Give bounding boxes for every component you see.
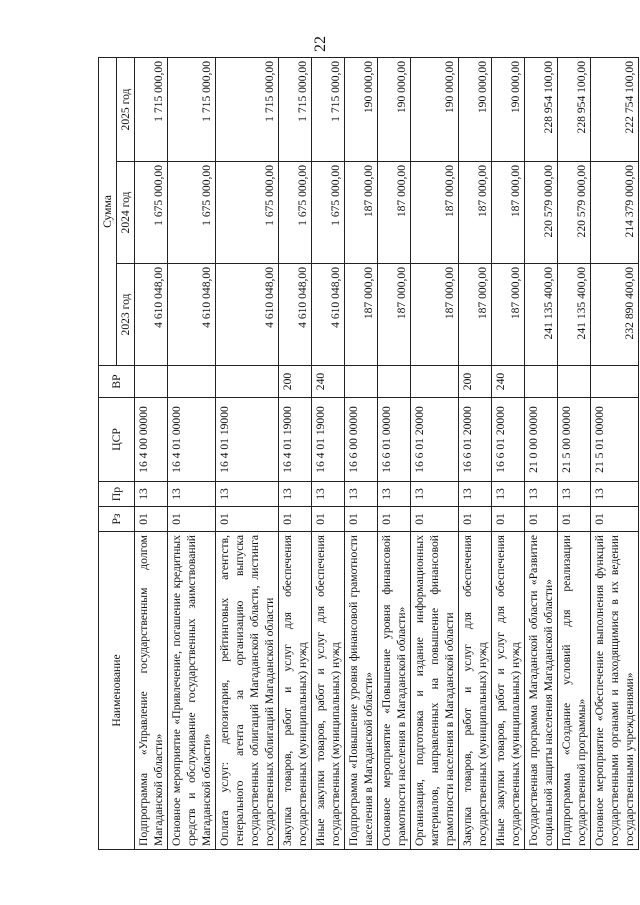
- cell-name: Подпрограмма «Повышение уровня финансовой грамотности населения в Магаданской области»: [345, 532, 378, 850]
- table-row: [378, 57, 411, 849]
- cell-2024: 187 000,00: [492, 162, 525, 264]
- cell-2023: 187 000,00: [378, 264, 411, 366]
- cell-csr: 16 4 01 19000: [216, 398, 279, 482]
- cell-2024: 1 675 000,00: [168, 162, 216, 264]
- cell-rz: 01: [345, 507, 378, 532]
- cell-vr: [378, 366, 411, 398]
- cell-vr: [558, 366, 591, 398]
- table-row: [558, 57, 591, 849]
- budget-table: [98, 57, 639, 850]
- cell-name: Основное мероприятие «Повышение уровня финансовой грамотности населения в Магаданской области»: [378, 532, 411, 850]
- cell-rz: 01: [135, 507, 168, 532]
- cell-2024: 1 675 000,00: [279, 162, 312, 264]
- table-row: [168, 57, 216, 849]
- cell-2025: 1 715 000,00: [216, 57, 279, 161]
- cell-2024: 187 000,00: [378, 162, 411, 264]
- table-row: [525, 57, 558, 849]
- header-sum: Сумма: [99, 57, 117, 365]
- cell-csr: 21 5 01 00000: [591, 398, 639, 482]
- table-row: [312, 57, 345, 849]
- table-row: [591, 57, 639, 849]
- cell-name: Закупка товаров, работ и услуг для обеспечения государственных (муниципальных) нужд: [279, 532, 312, 850]
- cell-rz: 01: [378, 507, 411, 532]
- cell-2024: 220 579 000,00: [525, 162, 558, 264]
- header-2025: 2025 год: [117, 57, 135, 161]
- cell-vr: 240: [312, 366, 345, 398]
- cell-csr: 16 4 00 00000: [135, 398, 168, 482]
- cell-rz: 01: [525, 507, 558, 532]
- table-row: [492, 57, 525, 849]
- cell-2023: 4 610 048,00: [168, 264, 216, 366]
- cell-pr: 13: [216, 482, 279, 507]
- cell-2023: 241 135 400,00: [525, 264, 558, 366]
- cell-name: Иные закупки товаров, работ и услуг для обеспечения государственных (муниципальных) нужд: [312, 532, 345, 850]
- cell-2023: 187 000,00: [411, 264, 459, 366]
- cell-pr: 13: [492, 482, 525, 507]
- cell-csr: 16 4 01 19000: [312, 398, 345, 482]
- cell-vr: 240: [492, 366, 525, 398]
- cell-name: Основное мероприятие «Привлечение, погашение кредитных средств и обслуживание государственных заимствований Магаданской области»: [168, 532, 216, 850]
- cell-vr: [591, 366, 639, 398]
- cell-2023: 232 890 400,00: [591, 264, 639, 366]
- cell-rz: 01: [558, 507, 591, 532]
- cell-2023: 241 135 400,00: [558, 264, 591, 366]
- cell-2023: 4 610 048,00: [279, 264, 312, 366]
- cell-2024: 187 000,00: [459, 162, 492, 264]
- table-row: [345, 57, 378, 849]
- table-row: [411, 57, 459, 849]
- cell-csr: 21 5 00 00000: [558, 398, 591, 482]
- cell-name: Иные закупки товаров, работ и услуг для обеспечения государственных (муниципальных) нужд: [492, 532, 525, 850]
- cell-pr: 13: [411, 482, 459, 507]
- header-csr: ЦСР: [99, 398, 135, 482]
- cell-2025: 1 715 000,00: [279, 57, 312, 161]
- cell-2024: 220 579 000,00: [558, 162, 591, 264]
- cell-csr: 21 0 00 00000: [525, 398, 558, 482]
- cell-name: Оплата услуг: депозитария, рейтинговых агентств, генерального агента за организацию выпуска государственных облигаций Магаданской области, листинга государственных облигаций Магаданской области: [216, 532, 279, 850]
- cell-name: Организация, подготовка и издание информационных материалов, направленных на повышение финансовой грамотности населения в Магаданской области: [411, 532, 459, 850]
- cell-csr: 16 6 00 00000: [345, 398, 378, 482]
- cell-2024: 187 000,00: [345, 162, 378, 264]
- cell-2024: 1 675 000,00: [216, 162, 279, 264]
- cell-2025: 1 715 000,00: [168, 57, 216, 161]
- cell-vr: [345, 366, 378, 398]
- cell-pr: 13: [378, 482, 411, 507]
- cell-csr: 16 6 01 20000: [411, 398, 459, 482]
- cell-2025: 228 954 100,00: [525, 57, 558, 161]
- cell-rz: 01: [312, 507, 345, 532]
- cell-csr: 16 6 01 20000: [459, 398, 492, 482]
- cell-2025: 190 000,00: [411, 57, 459, 161]
- table-row: [279, 57, 312, 849]
- cell-vr: 200: [459, 366, 492, 398]
- cell-2023: 187 000,00: [492, 264, 525, 366]
- cell-vr: 200: [279, 366, 312, 398]
- table-body: [135, 57, 639, 849]
- cell-2024: 1 675 000,00: [312, 162, 345, 264]
- cell-csr: 16 4 01 00000: [168, 398, 216, 482]
- cell-rz: 01: [492, 507, 525, 532]
- cell-2025: 228 954 100,00: [558, 57, 591, 161]
- cell-pr: 13: [459, 482, 492, 507]
- cell-name: Закупка товаров, работ и услуг для обеспечения государственных (муниципальных) нужд: [459, 532, 492, 850]
- cell-rz: 01: [459, 507, 492, 532]
- cell-rz: 01: [216, 507, 279, 532]
- cell-2023: 4 610 048,00: [135, 264, 168, 366]
- cell-2025: 190 000,00: [459, 57, 492, 161]
- page-number: 22: [312, 36, 329, 52]
- cell-pr: 13: [312, 482, 345, 507]
- cell-csr: 16 6 01 00000: [378, 398, 411, 482]
- cell-pr: 13: [558, 482, 591, 507]
- cell-pr: 13: [345, 482, 378, 507]
- header-rz: Рз: [99, 507, 135, 532]
- cell-2024: 1 675 000,00: [135, 162, 168, 264]
- cell-2025: 190 000,00: [378, 57, 411, 161]
- cell-vr: [525, 366, 558, 398]
- cell-rz: 01: [168, 507, 216, 532]
- cell-2023: 187 000,00: [459, 264, 492, 366]
- cell-2025: 1 715 000,00: [312, 57, 345, 161]
- cell-pr: 13: [591, 482, 639, 507]
- cell-2025: 190 000,00: [492, 57, 525, 161]
- cell-name: Основное мероприятие «Обеспечение выполнения функций государственными органами и находящимися в их ведении государственными учреждениями»: [591, 532, 639, 850]
- cell-2025: 190 000,00: [345, 57, 378, 161]
- cell-csr: 16 4 01 19000: [279, 398, 312, 482]
- cell-name: Подпрограмма «Создание условий для реализации государственной программы»: [558, 532, 591, 850]
- cell-2024: 214 379 000,00: [591, 162, 639, 264]
- cell-2023: 4 610 048,00: [312, 264, 345, 366]
- cell-2025: 1 715 000,00: [135, 57, 168, 161]
- cell-2023: 187 000,00: [345, 264, 378, 366]
- cell-pr: 13: [525, 482, 558, 507]
- cell-vr: [168, 366, 216, 398]
- table-row: [216, 57, 279, 849]
- cell-vr: [411, 366, 459, 398]
- table-row: [135, 57, 168, 849]
- cell-pr: 13: [135, 482, 168, 507]
- header-2024: 2024 год: [117, 162, 135, 264]
- cell-pr: 13: [168, 482, 216, 507]
- cell-csr: 16 6 01 20000: [492, 398, 525, 482]
- cell-name: Подпрограмма «Управление государственным долгом Магаданской области»: [135, 532, 168, 850]
- header-pr: Пр: [99, 482, 135, 507]
- cell-pr: 13: [279, 482, 312, 507]
- cell-rz: 01: [591, 507, 639, 532]
- header-name: Наименование: [99, 532, 135, 850]
- cell-rz: 01: [279, 507, 312, 532]
- header-2023: 2023 год: [117, 264, 135, 366]
- table-row: [459, 57, 492, 849]
- header-vr: ВР: [99, 366, 135, 398]
- cell-name: Государственная программа Магаданской области «Развитие социальной защиты населения Магаданской области»: [525, 532, 558, 850]
- cell-rz: 01: [411, 507, 459, 532]
- cell-vr: [216, 366, 279, 398]
- cell-2023: 4 610 048,00: [216, 264, 279, 366]
- rotated-table-container: [98, 58, 636, 850]
- cell-2025: 222 754 100,00: [591, 57, 639, 161]
- cell-vr: [135, 366, 168, 398]
- cell-2024: 187 000,00: [411, 162, 459, 264]
